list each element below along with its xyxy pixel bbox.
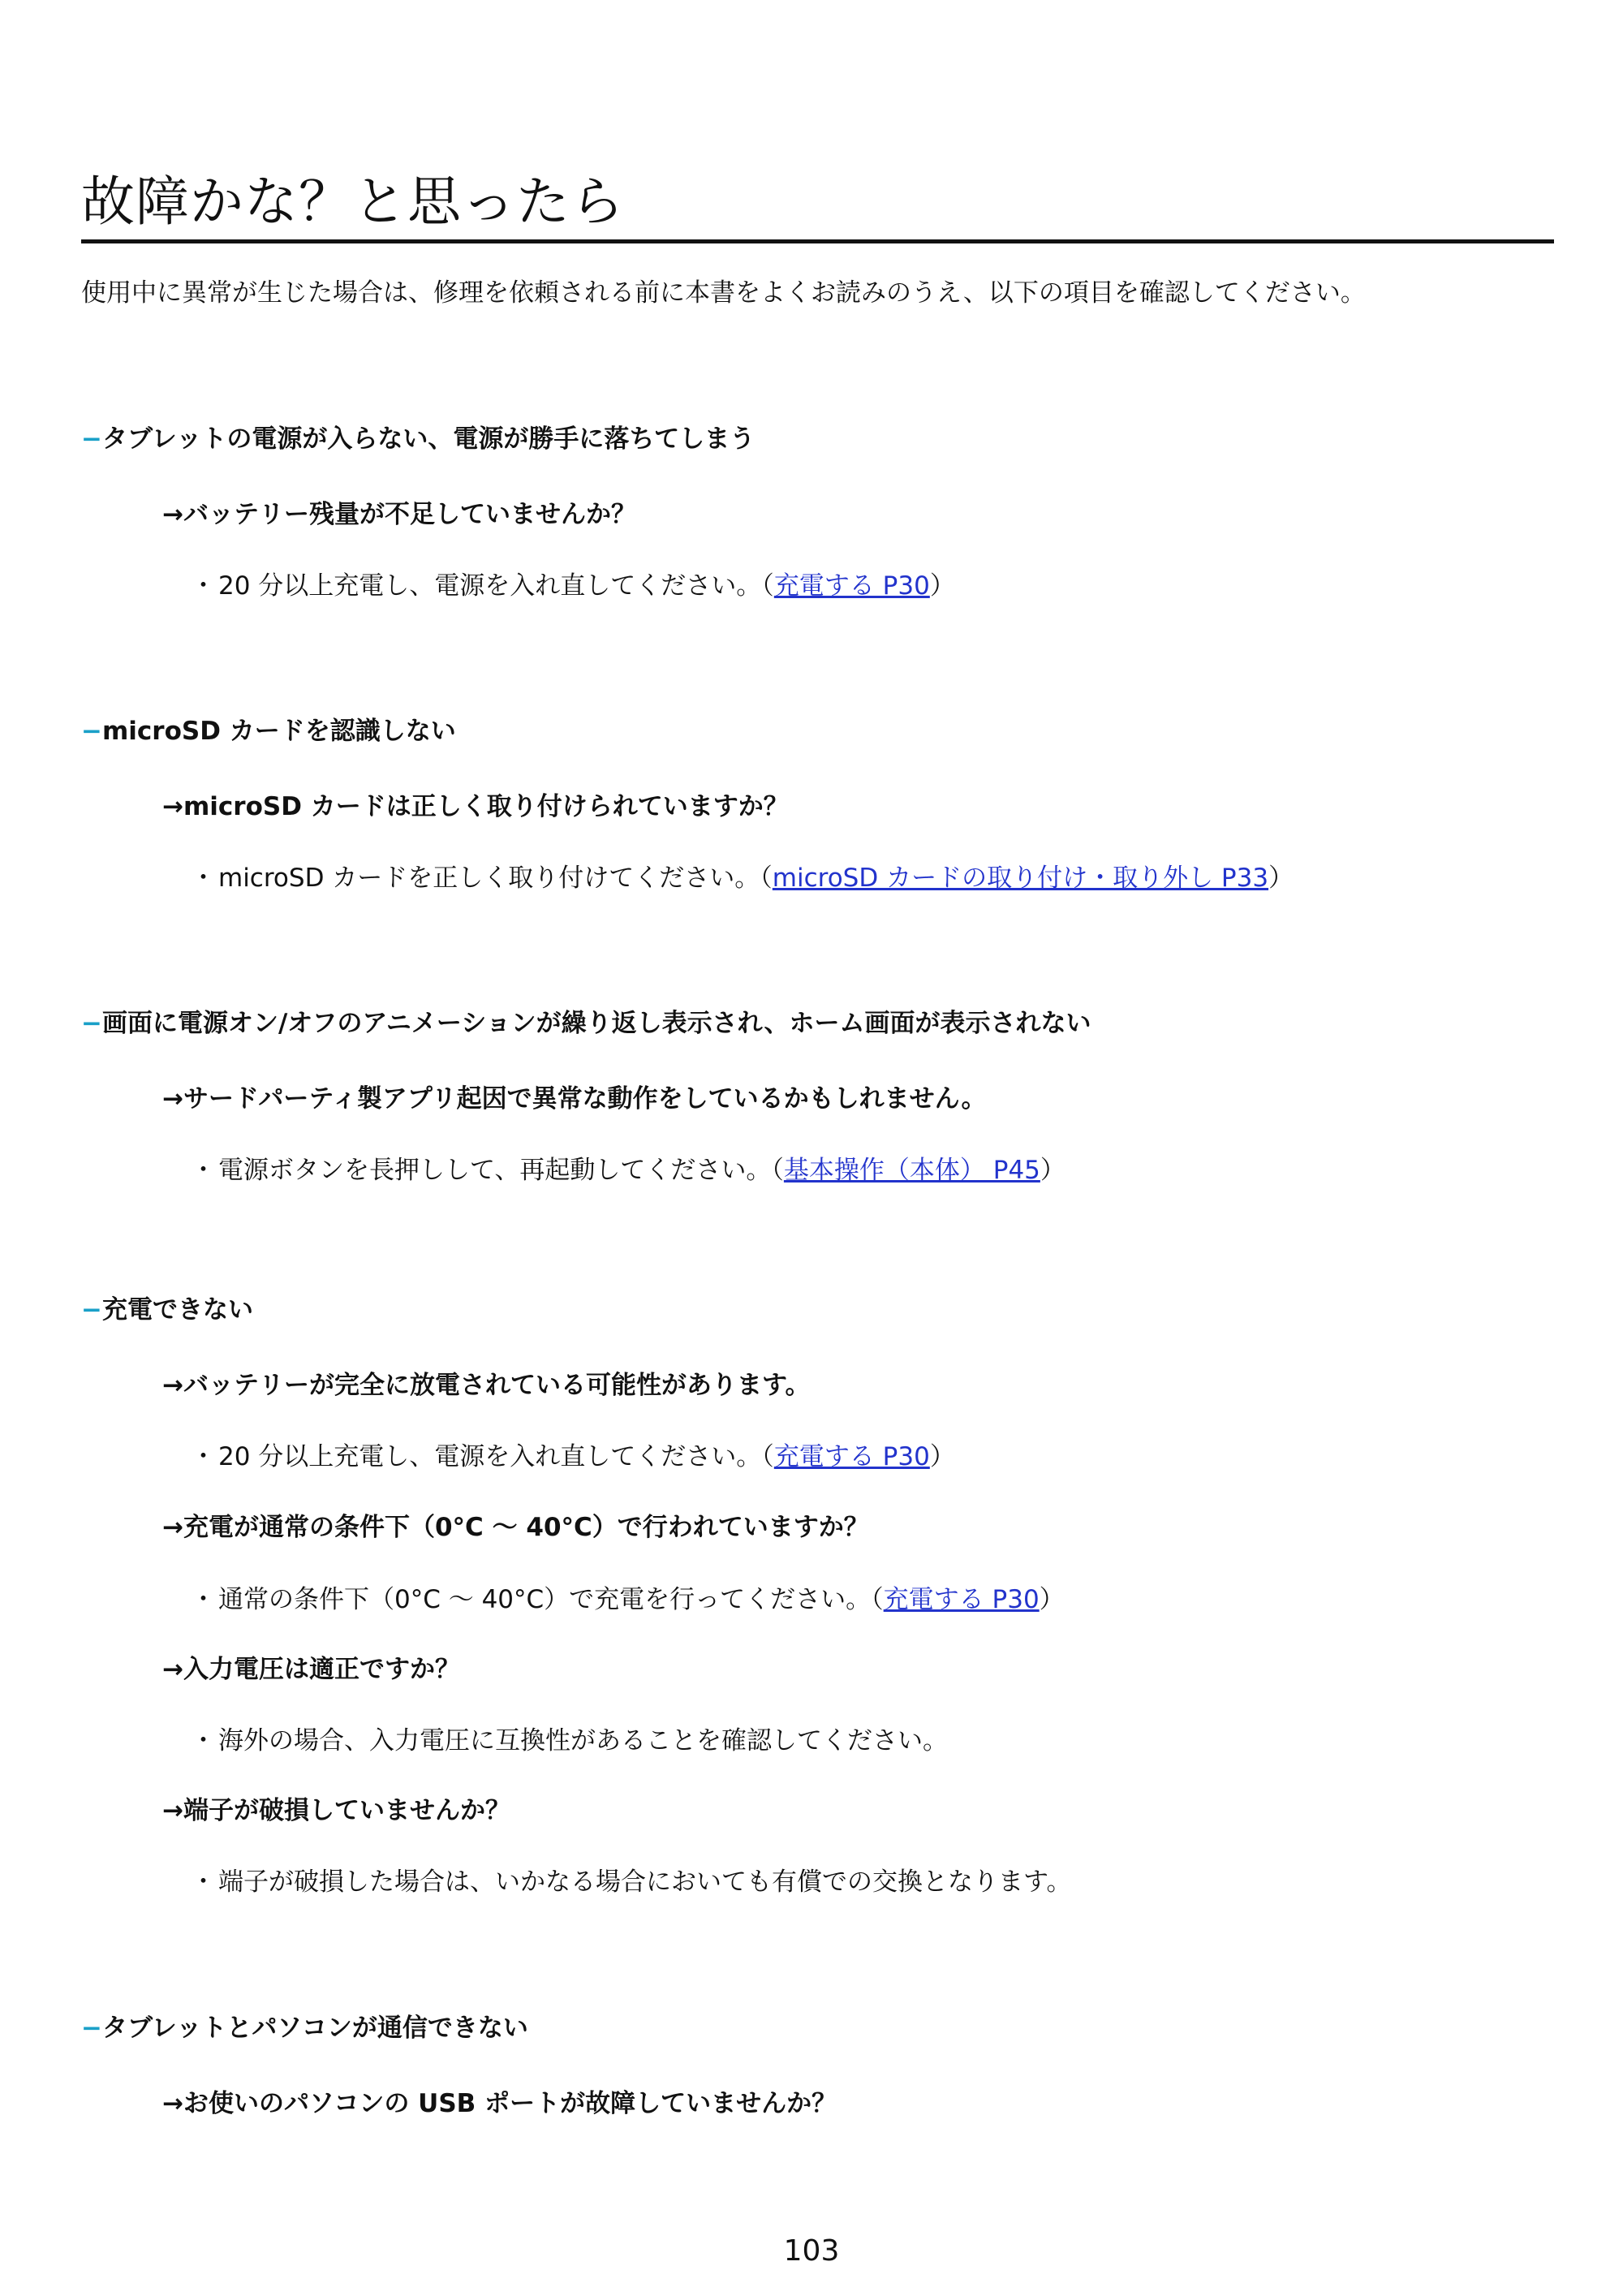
dash-marker: −: [81, 1009, 102, 1038]
section-heading-text: タブレットとパソコンが通信できない: [101, 2014, 528, 2043]
link-charging-p30[interactable]: 充電する P30: [773, 571, 930, 601]
bullet-item: [191, 569, 955, 603]
bullet-dot: ・: [191, 1585, 216, 1614]
dash-marker: −: [81, 424, 102, 454]
bullet-dot: ・: [191, 571, 216, 601]
bullet-item: [191, 1724, 948, 1758]
link-microsd-p33[interactable]: microSD カードの取り付け・取り外し P33: [772, 864, 1269, 893]
bullet-suffix: ）: [1040, 1156, 1065, 1185]
question: →microSD カードは正しく取り付けられていますか？: [162, 792, 789, 821]
bullet-dot: ・: [191, 1442, 216, 1471]
bullet-suffix: ）: [929, 1442, 955, 1471]
dash-marker: −: [81, 1295, 102, 1325]
bullet-item: [191, 1153, 1065, 1187]
bullet-dot: ・: [191, 1156, 216, 1185]
section-heading-text: microSD カードを認識しない: [101, 717, 456, 746]
section-heading: [81, 1293, 253, 1327]
link-basic-operation-p45[interactable]: 基本操作（本体） P45: [783, 1156, 1040, 1185]
question: →充電が通常の条件下（0°C ～ 40°C）で行われていますか？: [162, 1513, 869, 1542]
bullet-text: 通常の条件下（0°C ～ 40°C）で充電を行ってください。（: [218, 1585, 884, 1614]
page-number: 103: [783, 2234, 840, 2268]
bullet-suffix: ）: [1268, 864, 1294, 893]
question: →バッテリーが完全に放電されている可能性があります。: [162, 1371, 811, 1400]
section-heading: [81, 714, 456, 748]
dash-marker: −: [81, 717, 102, 746]
section-heading: [81, 422, 755, 456]
section-heading: [81, 2011, 528, 2045]
section-heading: [81, 1006, 1091, 1040]
section-heading-text: 充電できない: [101, 1295, 253, 1325]
bullet-text: microSD カードを正しく取り付けてください。（: [218, 864, 773, 893]
bullet-item: [191, 861, 1294, 895]
question: →端子が破損していませんか？: [162, 1796, 510, 1825]
link-charging-p30[interactable]: 充電する P30: [773, 1442, 930, 1471]
bullet-text: 端子が破損した場合は、いかなる場合においても有償での交換となります。: [218, 1867, 1072, 1897]
bullet-item: [191, 1865, 1072, 1899]
bullet-text: 海外の場合、入力電圧に互換性があることを確認してください。: [218, 1726, 948, 1755]
page-title: 故障かな？と思ったら: [81, 166, 1554, 243]
question: →サードパーティ製アプリ起因で異常な動作をしているかもしれません。: [162, 1084, 987, 1114]
bullet-item: [191, 1440, 955, 1474]
question: →バッテリー残量が不足していませんか？: [162, 500, 636, 529]
intro-text: 使用中に異常が生じた場合は、修理を依頼される前に本書をよくお読みのうえ、以下の項目を確認してください。: [81, 278, 1366, 308]
section-heading-text: タブレットの電源が入らない、電源が勝手に落ちてしまう: [101, 424, 756, 454]
bullet-text: 20 分以上充電し、電源を入れ直してください。（: [218, 1442, 774, 1471]
bullet-suffix: ）: [1039, 1585, 1065, 1614]
bullet-text: 電源ボタンを長押しして、再起動してください。（: [218, 1156, 784, 1185]
bullet-item: [191, 1583, 1065, 1617]
dash-marker: −: [81, 2014, 102, 2043]
bullet-dot: ・: [191, 1867, 216, 1897]
bullet-suffix: ）: [929, 571, 955, 601]
bullet-dot: ・: [191, 1726, 216, 1755]
question: →入力電圧は適正ですか？: [162, 1655, 460, 1684]
bullet-text: 20 分以上充電し、電源を入れ直してください。（: [218, 571, 774, 601]
link-charging-p30[interactable]: 充電する P30: [883, 1585, 1040, 1614]
section-heading-text: 画面に電源オン/オフのアニメーションが繰り返し表示され、ホーム画面が表示されない: [101, 1009, 1091, 1038]
bullet-dot: ・: [191, 864, 216, 893]
question: →お使いのパソコンの USB ポートが故障していませんか？: [162, 2089, 837, 2118]
